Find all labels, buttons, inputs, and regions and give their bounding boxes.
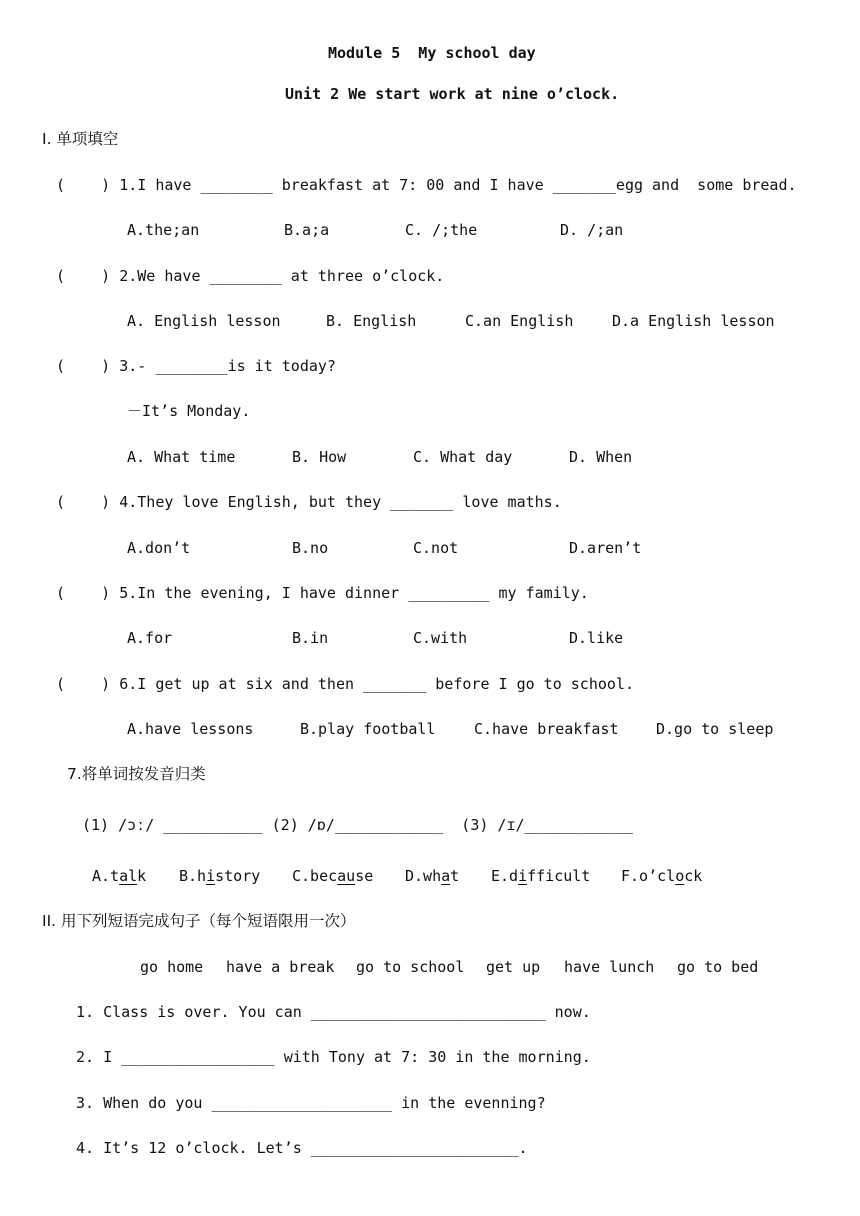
q5-option-b: B.in bbox=[292, 629, 329, 647]
q6-option-d: D.go to sleep bbox=[656, 720, 774, 738]
q6-option-c: C.have breakfast bbox=[474, 720, 619, 738]
q2-option-c: C.an English bbox=[465, 312, 574, 330]
section2-heading: II. 用下列短语完成句子（每个短语限用一次） bbox=[42, 912, 356, 930]
q3-answer-line: －It’s Monday. bbox=[127, 402, 251, 420]
q4-stem: ( ) 4.They love English, but they _______ love maths. bbox=[56, 493, 562, 511]
page-title: Module 5 My school day bbox=[328, 44, 536, 62]
q3-option-d: D. When bbox=[569, 448, 633, 466]
phrase-have-a-break: have a break bbox=[226, 958, 335, 976]
sentence-2: 2. I _________________ with Tony at 7: 30 in the morning. bbox=[76, 1048, 591, 1066]
sentence-4: 4. It’s 12 o’clock. Let’s _______________________. bbox=[76, 1139, 528, 1157]
q7-word-f: F.o’clock bbox=[621, 867, 703, 885]
q7-word-b: B.history bbox=[179, 867, 261, 885]
q2-option-a: A. English lesson bbox=[127, 312, 281, 330]
phrase-get-up: get up bbox=[486, 958, 541, 976]
q6-option-b: B.play football bbox=[300, 720, 436, 738]
q6-stem: ( ) 6.I get up at six and then _______ before I go to school. bbox=[56, 675, 634, 693]
phrase-go-to-school: go to school bbox=[356, 958, 465, 976]
q1-option-a: A.the;an bbox=[127, 221, 200, 239]
q7-word-a: A.talk bbox=[92, 867, 147, 885]
sentence-3: 3. When do you ____________________ in the evenning? bbox=[76, 1094, 546, 1112]
q3-option-a: A. What time bbox=[127, 448, 236, 466]
q2-option-b: B. English bbox=[326, 312, 417, 330]
q4-option-b: B.no bbox=[292, 539, 329, 557]
q5-option-a: A.for bbox=[127, 629, 173, 647]
q1-option-b: B.a;a bbox=[284, 221, 330, 239]
q3-option-b: B. How bbox=[292, 448, 347, 466]
phrase-go-to-bed: go to bed bbox=[677, 958, 759, 976]
section1-heading: I. 单项填空 bbox=[42, 130, 119, 148]
q1-stem: ( ) 1.I have ________ breakfast at 7: 00 and I have _______egg and some bread. bbox=[56, 176, 797, 194]
q5-option-d: D.like bbox=[569, 629, 624, 647]
q7-word-c: C.because bbox=[292, 867, 374, 885]
q3-stem: ( ) 3.- ________is it today? bbox=[56, 357, 336, 375]
q7-groups: (1) /ɔː/ ___________ (2) /ɒ/____________ (3) /ɪ/____________ bbox=[82, 816, 633, 834]
q1-option-d: D. /;an bbox=[560, 221, 624, 239]
phrase-have-lunch: have lunch bbox=[564, 958, 655, 976]
sentence-1: 1. Class is over. You can __________________________ now. bbox=[76, 1003, 591, 1021]
q5-stem: ( ) 5.In the evening, I have dinner _________ my family. bbox=[56, 584, 589, 602]
q7-word-e: E.difficult bbox=[491, 867, 591, 885]
q6-option-a: A.have lessons bbox=[127, 720, 254, 738]
page-subtitle: Unit 2 We start work at nine o’clock. bbox=[285, 85, 620, 103]
q7-heading: 7.将单词按发音归类 bbox=[67, 765, 206, 783]
q1-option-c: C. /;the bbox=[405, 221, 478, 239]
q4-option-a: A.don’t bbox=[127, 539, 191, 557]
q7-word-d: D.what bbox=[405, 867, 460, 885]
phrase-go-home: go home bbox=[140, 958, 204, 976]
q5-option-c: C.with bbox=[413, 629, 468, 647]
q4-option-d: D.aren’t bbox=[569, 539, 642, 557]
q3-option-c: C. What day bbox=[413, 448, 513, 466]
q2-stem: ( ) 2.We have ________ at three o’clock. bbox=[56, 267, 445, 285]
q2-option-d: D.a English lesson bbox=[612, 312, 775, 330]
q4-option-c: C.not bbox=[413, 539, 459, 557]
